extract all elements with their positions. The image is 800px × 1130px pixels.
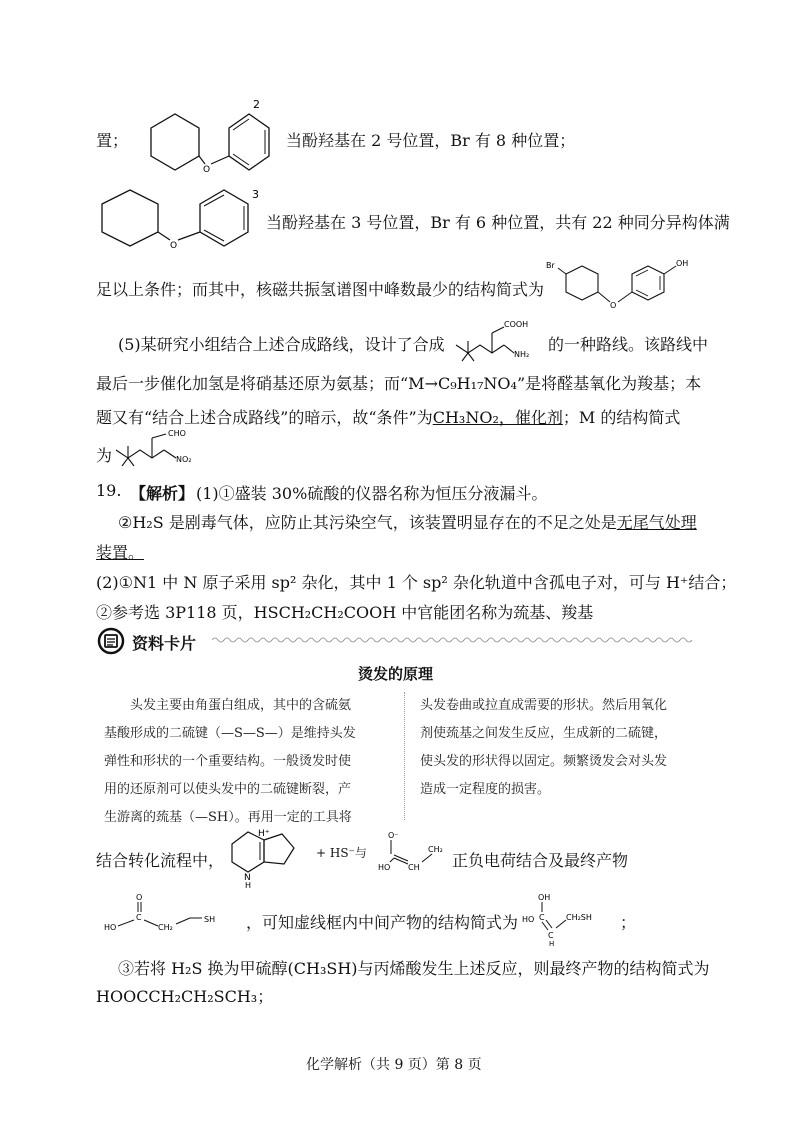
label-o: O <box>203 165 211 175</box>
label-ho: HO <box>378 863 391 872</box>
label-ho: HO <box>522 915 535 924</box>
answer-condition: CH₃NO₂，催化剂 <box>432 408 563 427</box>
label-cho: CHO <box>168 429 186 438</box>
card-label: 资料卡片 <box>132 634 197 653</box>
card-right-line: 剂使巯基之间发生反应，生成新的二硫键， <box>420 726 668 741</box>
label-sh: SH <box>204 915 216 924</box>
q19-d: (2)①N1 中 N 原子采用 sp² 杂化，其中 1 个 sp² 杂化轨道中含孤电子对，可与 H⁺结合； <box>96 573 737 592</box>
card-left-line: 基酸形成的二硫键（—S—S—）是维持头发 <box>104 726 356 741</box>
q19-tag: 【解析】 <box>130 484 195 503</box>
text-l1: 当酚羟基在 2 号位置，Br 有 8 种位置； <box>286 131 576 150</box>
card-title: 烫发的原理 <box>358 665 434 683</box>
q19-b: ②H₂S 是剧毒气体，应防止其污染空气，该装置明显存在的不足之处是无尾气处理 <box>118 513 697 532</box>
text-p5-b: 的一种路线。该路线中 <box>548 335 709 354</box>
card-right-column <box>420 692 667 804</box>
structure-M-nitro-aldehyde <box>112 422 222 470</box>
text-p5-c: 最后一步催化加氢是将硝基还原为氨基；而“M→C₉H₁₇NO₄”是将醛基氧化为羧基；本 <box>96 374 702 393</box>
card-column-divider <box>404 692 405 820</box>
structure-dbu-cation <box>224 820 324 890</box>
structure-phenoxy-cyclohexane-3 <box>96 180 266 260</box>
q19-g-end: ； <box>620 913 637 932</box>
label-br: Br <box>546 261 555 270</box>
q19-a: (1)①盛装 30%硫酸的仪器名称为恒压分液漏斗。 <box>196 484 548 503</box>
structure-bromo-cyclohexyl-phenol <box>544 256 724 316</box>
structure-target-amino-acid <box>450 315 550 363</box>
label-pos2: 2 <box>253 98 260 111</box>
label-h: H <box>245 881 252 890</box>
answer-flaw: 无尾气处理 <box>616 513 697 532</box>
text-l2: 当酚羟基在 3 号位置，Br 有 6 种位置，共有 22 种同分异构体满 <box>266 213 730 232</box>
label-o: O <box>136 893 143 902</box>
q19-h: ③若将 H₂S 换为甲硫醇(CH₃SH)与丙烯酸发生上述反应，则最终产物的结构简式为 <box>118 959 710 978</box>
card-left-line: 弹性和形状的一个重要结构。一般烫发时使 <box>104 754 352 769</box>
label-o: O <box>610 301 617 310</box>
card-right-line: 头发卷曲或拉直成需要的形状。然后用氧化 <box>420 698 668 713</box>
card-right-line: 使头发的形状得以固定。频繁烫发会对头发 <box>420 754 668 769</box>
label-ominus: O⁻ <box>388 831 399 840</box>
q19-g: ，可知虚线框内中间产物的结构简式为 <box>246 913 519 932</box>
q19-f1: 结合转化流程中， <box>96 851 225 870</box>
card-left-line: 头发主要由角蛋白组成，其中的含硫氨 <box>130 698 352 713</box>
structure-enol-intermediate <box>522 890 622 948</box>
label-pos3: 3 <box>252 188 259 201</box>
label-oh: OH <box>676 259 689 268</box>
text-p5-e: 为 <box>96 446 113 465</box>
label-ch2: CH₂ <box>158 923 173 932</box>
label-c: C <box>548 931 554 940</box>
q19-f2: + HS⁻与 <box>316 846 367 860</box>
card-right-line: 造成一定程度的损害。 <box>420 782 551 797</box>
card-left-column <box>104 692 356 832</box>
text-l3: 足以上条件；而其中，核磁共振氢谱图中峰数最少的结构简式为 <box>96 280 545 299</box>
page-footer: 化学解析（共 9 页）第 8 页 <box>306 1057 482 1073</box>
structure-mercaptopropanoic-acid <box>100 890 240 934</box>
text-p5-a: (5)某研究小组结合上述合成路线，设计了合成 <box>118 335 445 354</box>
label-ch: CH <box>408 863 420 872</box>
card-left-line: 生游离的巯基（—SH）。再用一定的工具将 <box>104 810 352 825</box>
label-o: O <box>170 241 178 251</box>
label-oh: OH <box>538 893 551 902</box>
card-left-line: 用的还原剂可以使头发中的二硫键断裂，产 <box>104 782 352 797</box>
card-book-icon <box>96 626 126 656</box>
label-nh2: NH₂ <box>514 350 530 359</box>
text-p5-d1: 题又有“结合上述合成路线”的暗示，故“条件”为CH₃NO₂，催化剂；M 的结构简式 <box>96 408 681 427</box>
label-n: N <box>244 873 251 883</box>
label-c: C <box>136 913 142 922</box>
label-ch2sh: CH₂SH <box>566 913 592 922</box>
q19-f3: 正负电荷结合及最终产物 <box>452 851 629 870</box>
card-wavy-rule <box>212 634 712 646</box>
label-c: C <box>539 913 545 922</box>
text-l1-prefix: 置； <box>96 131 129 150</box>
label-ch2plus: CH₂ <box>428 845 443 854</box>
label-h: H <box>549 940 555 948</box>
q19-number: 19. <box>96 481 122 500</box>
card-icon <box>96 626 126 656</box>
structure-phenoxy-cyclohexane-2 <box>125 92 285 192</box>
label-cooh: COOH <box>504 320 529 329</box>
label-ho: HO <box>104 923 117 932</box>
label-no2: NO₂ <box>176 455 192 464</box>
q19-i: HOOCCH₂CH₂SCH₃； <box>96 987 274 1006</box>
answer-flaw-cont: 装置。 <box>96 543 145 562</box>
q19-e: ②参考选 3P118 页，HSCH₂CH₂COOH 中官能团名称为巯基、羧基 <box>96 603 594 622</box>
label-n-hplus: H⁺ <box>258 829 270 839</box>
structure-acrylate-zwitterion <box>378 828 452 876</box>
